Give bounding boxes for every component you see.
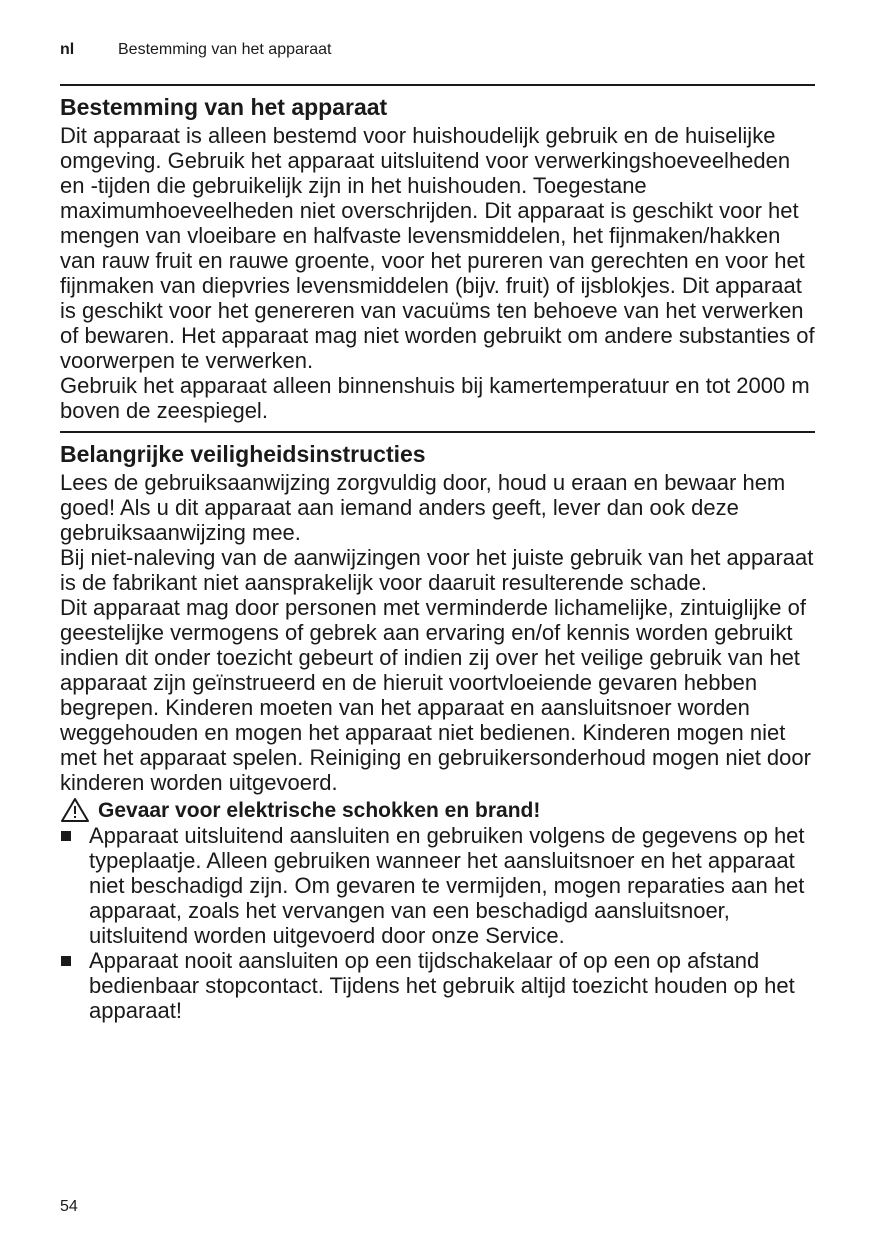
list-item-text: Apparaat nooit aansluiten op een tijdschakelaar of op een op afstand bedienbaar stopcontact. Tijdens het gebruik altijd toezicht houden op het apparaat! bbox=[89, 948, 795, 1023]
paragraph: Lees de gebruiksaanwijzing zorgvuldig door, houd u eraan en bewaar hem goed! Als u dit apparaat aan iemand anders geeft, lever dan ook deze gebruiksaanwijzing mee. bbox=[60, 470, 786, 545]
list-item-text: Apparaat uitsluitend aansluiten en gebruiken volgens de gegevens op het typeplaatje. Alleen gebruiken wanneer het aansluitsnoer en het apparaat niet beschadigd zijn. Om gevaren te vermijden, mogen reparaties aan het apparaat, zoals het vervangen van een beschadigd aansluitsnoer, uitsluitend worden uitgevoerd door onze Service. bbox=[89, 823, 805, 948]
page-content bbox=[60, 84, 815, 1023]
section-title-intended-use: Bestemming van het apparaat bbox=[60, 94, 388, 120]
paragraph: Bij niet-naleving van de aanwijzingen voor het juiste gebruik van het apparaat is de fabrikant niet aansprakelijk voor daaruit resulterende schade. bbox=[60, 545, 814, 595]
bullet-square-icon bbox=[61, 831, 71, 841]
running-header bbox=[60, 40, 331, 60]
section-title-safety: Belangrijke veiligheidsinstructies bbox=[60, 441, 426, 467]
language-code: nl bbox=[60, 41, 75, 58]
page-number: 54 bbox=[60, 1198, 78, 1215]
list-item bbox=[60, 823, 815, 948]
list-item bbox=[60, 948, 815, 1023]
warning-list bbox=[60, 823, 815, 1023]
running-header-title: Bestemming van het apparaat bbox=[118, 41, 332, 58]
warning-heading-text: Gevaar voor elektrische schokken en brand! bbox=[98, 798, 541, 822]
paragraph: Dit apparaat is alleen bestemd voor huishoudelijk gebruik en de huiselijke omgeving. Gebruik het apparaat uitsluitend voor verwerkingshoeveelheden en -tijden die gebruikelijk zijn in het huishouden. Toegestane maximumhoeveelheden niet overschrijden. Dit apparaat is geschikt voor het mengen van vloeibare en halfvaste levensmiddelen, het fijnmaken/hakken van rauw fruit en rauwe groente, voor het pureren van gerechten en voor het fijnmaken van diepvries levensmiddelen (bijv. fruit) of ijsblokjes. Dit apparaat is geschikt voor het genereren van vacuüms ten behoeve van het verwerken of bewaren. Het apparaat mag niet worden gebruikt om andere substanties of voorwerpen te verwerken. bbox=[60, 123, 815, 373]
warning-heading bbox=[60, 797, 815, 823]
bullet-square-icon bbox=[61, 956, 71, 966]
section-divider bbox=[60, 431, 815, 433]
section-divider bbox=[60, 84, 815, 86]
paragraph: Dit apparaat mag door personen met verminderde lichamelijke, zintuiglijke of geestelijke vermogens of gebrek aan ervaring en/of kennis worden gebruikt indien dit onder toezicht gebeurt of indien zij over het veilige gebruik van het apparaat zijn geïnstrueerd en de hieruit voortvloeiende gevaren hebben begrepen. Kinderen moeten van het apparaat en aansluitsnoer worden weggehouden en mogen het apparaat niet bedienen. Kinderen mogen niet met het apparaat spelen. Reiniging en gebruikersonderhoud mogen niet door kinderen worden uitgevoerd. bbox=[60, 595, 811, 795]
warning-triangle-icon bbox=[60, 797, 90, 823]
paragraph: Gebruik het apparaat alleen binnenshuis bij kamertemperatuur en tot 2000 m boven de zeespiegel. bbox=[60, 373, 810, 423]
